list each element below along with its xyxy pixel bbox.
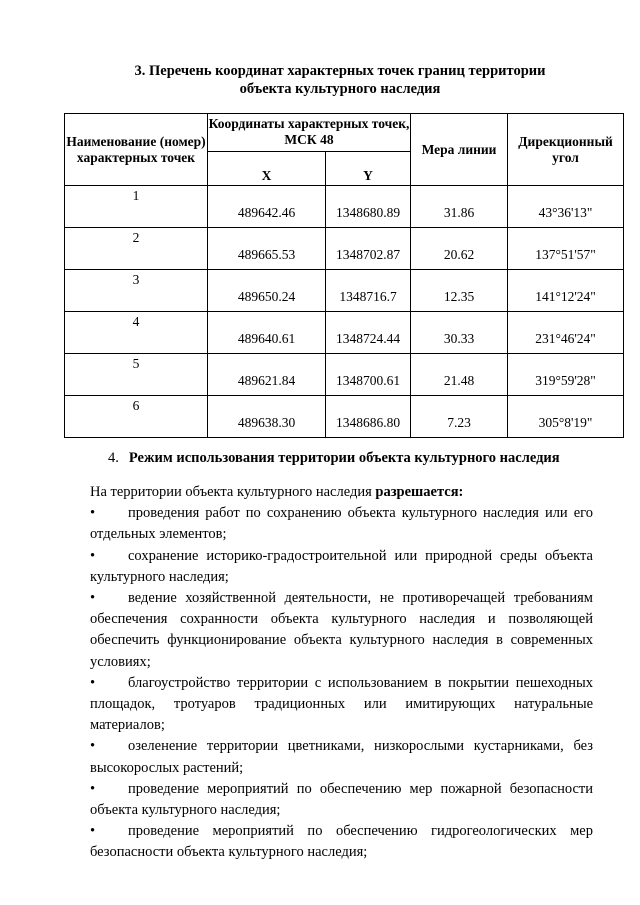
cell-length: 31.86 [411,186,508,228]
cell-point: 3 [65,270,208,312]
header-coordinates: Координаты характерных точек, МСК 48 [208,114,411,152]
bullet-marker: • [90,738,96,755]
header-point-name: Наименование (номер) характерных точек [65,114,208,186]
bullet-marker: • [90,547,96,564]
cell-x: 489650.24 [208,270,326,312]
usage-regime-text [90,482,593,864]
cell-angle: 43°36'13" [508,186,624,228]
header-direction-angle: Дирекционный угол [508,114,624,186]
cell-angle: 137°51'57" [508,228,624,270]
bullet-marker: • [90,823,96,840]
list-item [90,673,593,737]
list-item-text: сохранение историко-градостроительной или природной среды объекта культурного наследия; [90,547,593,585]
section-4-title-text: Режим использования территории объекта культурного наследия [128,450,560,466]
list-item [90,736,593,778]
table-row [65,354,624,396]
bullet-marker: • [90,780,96,797]
bullet-marker: • [90,505,96,522]
cell-point: 5 [65,354,208,396]
cell-y: 1348700.61 [326,354,411,396]
table-row [65,312,624,354]
list-item-text: благоустройство территории с использованием в покрытии пешеходных площадок, тротуаров традиционных или имитирующих натуральные материалов; [90,674,593,734]
cell-point: 4 [65,312,208,354]
intro-paragraph [90,482,593,503]
cell-y: 1348716.7 [326,270,411,312]
list-item-text: проведения работ по сохранению объекта культурного наследия или его отдельных элементов; [90,505,593,543]
cell-y: 1348686.80 [326,396,411,438]
section-4-number: 4. [108,450,119,466]
table-row [65,396,624,438]
list-item-text: проведение мероприятий по обеспечению мер пожарной безопасности объекта культурного наследия; [90,780,593,819]
list-item [90,588,593,673]
bullet-marker: • [90,674,96,691]
bullet-marker: • [90,590,96,607]
cell-point: 2 [65,228,208,270]
cell-point: 6 [65,396,208,438]
list-item [90,779,593,821]
list-item [90,546,593,588]
table-row [65,228,624,270]
cell-length: 21.48 [411,354,508,396]
cell-angle: 319°59'28" [508,354,624,396]
cell-length: 20.62 [411,228,508,270]
list-item-text: проведение мероприятий по обеспечению гидрогеологических мер безопасности объекта культурного наследия; [90,823,593,861]
table-row [65,270,624,312]
header-y: Y [326,152,411,186]
section-4-title [108,449,560,467]
cell-angle: 141°12'24" [508,270,624,312]
header-line-length: Мера линии [411,114,508,186]
cell-angle: 305°8'19" [508,396,624,438]
list-item [90,503,593,545]
cell-angle: 231°46'24" [508,312,624,354]
coordinates-table [64,113,624,438]
list-item-text: ведение хозяйственной деятельности, не противоречащей требованиям обеспечения сохранности объекта культурного наследия и позволяющей обеспечить функционирование объекта культурного наследия в современных условиях; [90,590,593,670]
intro-emphasis: разрешается: [375,484,464,500]
table-row [65,186,624,228]
cell-y: 1348702.87 [326,228,411,270]
list-item-text: озеленение территории цветниками, низкорослыми кустарниками, без высокорослых растений; [90,738,593,776]
header-x: X [208,152,326,186]
cell-length: 12.35 [411,270,508,312]
cell-y: 1348724.44 [326,312,411,354]
cell-x: 489638.30 [208,396,326,438]
cell-point: 1 [65,186,208,228]
section-3-title: 3. Перечень координат характерных точек границ территории [134,63,546,79]
cell-x: 489642.46 [208,186,326,228]
cell-length: 30.33 [411,312,508,354]
cell-x: 489621.84 [208,354,326,396]
list-item [90,821,593,863]
cell-x: 489665.53 [208,228,326,270]
cell-x: 489640.61 [208,312,326,354]
cell-y: 1348680.89 [326,186,411,228]
intro-text: На территории объекта культурного наследия [90,484,376,500]
cell-length: 7.23 [411,396,508,438]
section-3-title-continued: объекта культурного наследия [239,81,441,97]
